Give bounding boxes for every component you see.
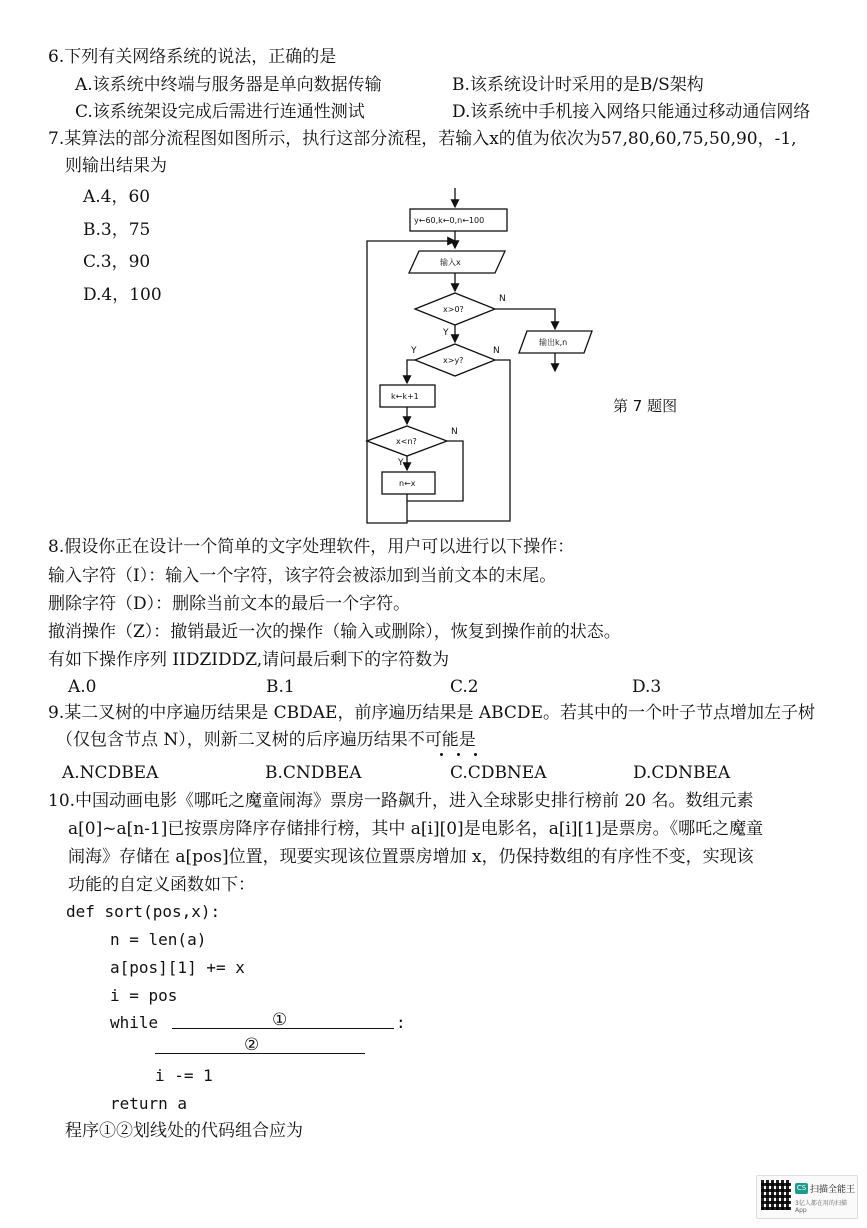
q9-option-c: C.CDBNEA: [450, 763, 547, 783]
q8-op-delete: 删除字符（D）：删除当前文本的最后一个字符。: [48, 594, 411, 614]
q7-option-d: D.4，100: [83, 285, 162, 305]
flowchart-cond3-no: N: [451, 427, 458, 437]
q8-option-d: D.3: [632, 677, 662, 697]
q9-option-b: B.CNDBEA: [265, 763, 362, 783]
q8-stem: 8.假设你正在设计一个简单的文字处理软件，用户可以进行以下操作：: [48, 537, 575, 557]
watermark-subtitle: 3亿人都在用的扫描App: [795, 1200, 847, 1214]
flowchart-k-text: k←k+1: [391, 392, 419, 401]
flowchart-cond2-no: N: [493, 346, 500, 356]
q8-option-c: C.2: [450, 677, 479, 697]
flowchart-n-text: n←x: [399, 479, 416, 488]
q9-stem-line2: （仅包含节点 N），则新二叉树的后序遍历结果不可能是: [56, 730, 476, 750]
flowchart-init-text: y←60,k←0,n←100: [414, 216, 485, 225]
watermark-title: 扫描全能王: [810, 1185, 856, 1195]
flowchart-cond3-text: x<n?: [396, 437, 417, 446]
code-line-assign: i = pos: [110, 986, 178, 1005]
q8-question: 有如下操作序列 IIDZIDDZ,请问最后剩下的字符数为: [48, 650, 450, 670]
q10-stem-line1: 10.中国动画电影《哪吒之魔童闹海》票房一路飙升，进入全球影史排行榜前 20 名。数组元素: [48, 791, 754, 811]
q7-option-c: C.3，90: [83, 252, 151, 272]
q6-stem: 6.下列有关网络系统的说法，正确的是: [48, 47, 337, 67]
q10-stem-line3: 闹海》存储在 a[pos]位置，现要实现该位置票房增加 x，仍保持数组的有序性不变，实现该: [68, 847, 754, 867]
q10-stem-line4: 功能的自定义函数如下：: [68, 875, 255, 895]
code-line-return: return a: [110, 1094, 188, 1113]
code-line-while: while: [110, 1013, 159, 1032]
q9-option-a: A.NCDBEA: [62, 763, 159, 783]
q10-stem-line2: a[0]~a[n-1]已按票房降序存储排行榜，其中 a[i][0]是电影名，a[i][1]是票房。《哪吒之魔童: [68, 819, 764, 839]
code-while-colon: :: [396, 1013, 406, 1032]
code-line-add: a[pos][1] += x: [110, 958, 245, 977]
q7-stem-line2: 则输出结果为: [65, 156, 167, 176]
flowchart-input-text: 输入x: [440, 258, 461, 267]
blank-2-line: [155, 1053, 365, 1054]
emphasis-dot: [440, 753, 443, 756]
emphasis-dot: [474, 753, 477, 756]
flowchart-cond1-no: N: [499, 294, 506, 304]
flowchart-cond2-text: x>y?: [443, 356, 464, 365]
flowchart-cond3-yes: Y: [398, 458, 404, 468]
q6-option-c: C.该系统架设完成后需进行连通性测试: [75, 102, 365, 122]
q7-option-b: B.3，75: [83, 220, 151, 240]
qr-code-icon: [761, 1180, 791, 1210]
flowchart-cond2-yes: Y: [411, 346, 417, 356]
q8-option-a: A.0: [68, 677, 97, 697]
q6-option-d: D.该系统中手机接入网络只能通过移动通信网络: [452, 102, 811, 122]
code-line-def: def sort(pos,x):: [66, 902, 221, 921]
flowchart-output-text: 输出k,n: [539, 338, 568, 347]
blank-1-marker: ①: [272, 1010, 288, 1030]
q6-option-b: B.该系统设计时采用的是B/S架构: [452, 75, 704, 95]
flowchart-cond1-text: x>0?: [443, 305, 464, 314]
flowchart-cond1-yes: Y: [443, 328, 449, 338]
q9-stem-line1: 9.某二叉树的中序遍历结果是 CBDAE，前序遍历结果是 ABCDE。若其中的一个叶子节点增加左子树: [48, 703, 815, 723]
scanner-watermark: [756, 1175, 858, 1219]
q8-option-b: B.1: [266, 677, 295, 697]
q8-op-undo: 撤消操作（Z）：撤销最近一次的操作（输入或删除），恢复到操作前的状态。: [48, 622, 621, 642]
q7-stem-line1: 7.某算法的部分流程图如图所示，执行这部分流程，若输入x的值为依次为57,80,60,75,50,90，-1,: [48, 129, 797, 149]
q7-figure-caption: 第 7 题图: [613, 397, 678, 415]
scanner-logo-icon: CS: [796, 1184, 807, 1192]
q9-option-d: D.CDNBEA: [633, 763, 731, 783]
q10-tail: 程序①②划线处的代码组合应为: [65, 1121, 303, 1141]
flowchart-svg: [355, 185, 615, 530]
emphasis-dot: [457, 753, 460, 756]
q8-op-input: 输入字符（I）：输入一个字符，该字符会被添加到当前文本的末尾。: [48, 566, 557, 586]
blank-2-marker: ②: [244, 1035, 260, 1055]
code-line-len: n = len(a): [110, 930, 207, 949]
q6-option-a: A.该系统中终端与服务器是单向数据传输: [75, 75, 382, 95]
q7-option-a: A.4，60: [83, 187, 151, 207]
code-line-decrement: i -= 1: [155, 1066, 213, 1085]
q7-flowchart: [355, 185, 615, 530]
